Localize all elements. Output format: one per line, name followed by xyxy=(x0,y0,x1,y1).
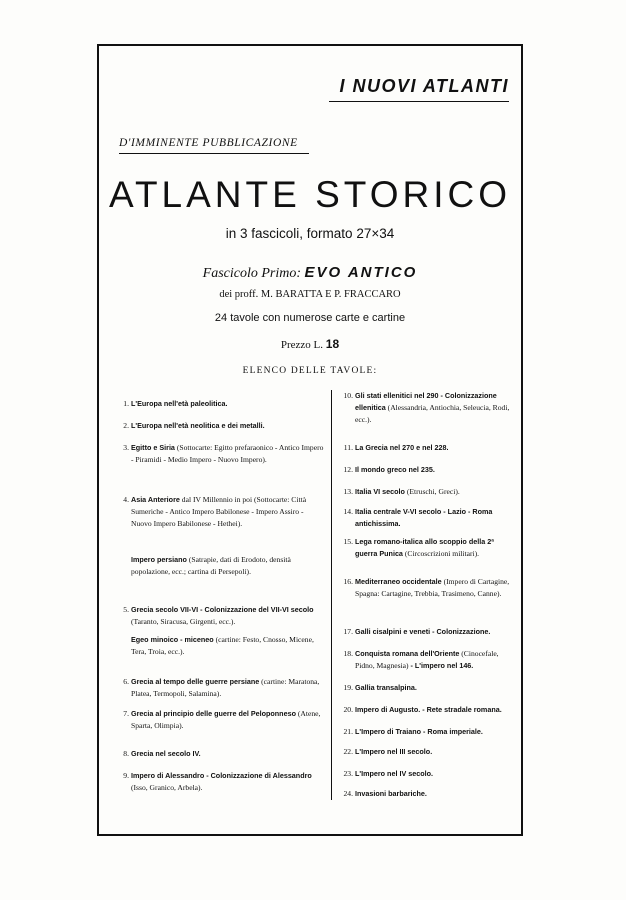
item-detail: (Taranto, Siracusa, Girgenti, ecc.). xyxy=(131,617,236,627)
item-subject: Lega romano-italica allo scoppio della 2ª guerra Punica xyxy=(355,537,494,559)
table-list-item xyxy=(117,676,325,700)
item-text xyxy=(355,746,513,758)
item-text xyxy=(355,626,513,638)
item-number: 6. xyxy=(123,677,129,686)
item-text xyxy=(355,506,513,530)
item-text xyxy=(131,420,325,432)
table-list-item xyxy=(341,726,513,738)
item-number: 11. xyxy=(343,443,353,452)
item-subject: Impero persiano xyxy=(131,555,187,564)
item-subject: L'Impero nel III secolo. xyxy=(355,747,433,756)
item-extra: - L'impero nel 146. xyxy=(410,661,474,671)
item-text xyxy=(355,726,513,738)
item-subject: Grecia secolo VII-VI - Colonizzazione del VII-VI secolo xyxy=(131,605,314,614)
fascicle-lead: Fascicolo Primo: xyxy=(202,266,302,281)
item-text xyxy=(355,648,513,672)
item-number: 3. xyxy=(123,443,129,452)
item-detail: (Cinocefale, Pidno, Magnesia) xyxy=(355,649,499,671)
item-text xyxy=(131,708,325,732)
table-list-item xyxy=(117,604,325,628)
authors-line: dei proff. M. BARATTA E P. FRACCARO xyxy=(219,289,401,300)
table-list-item xyxy=(341,390,513,427)
item-number: 22. xyxy=(343,747,353,756)
item-number: 1. xyxy=(123,399,129,408)
table-list-item xyxy=(117,634,325,658)
item-text xyxy=(355,788,513,800)
table-list-item xyxy=(117,420,325,432)
column-divider xyxy=(331,390,332,800)
item-text xyxy=(355,442,513,454)
item-text xyxy=(131,634,325,658)
item-number: 16. xyxy=(343,577,353,586)
table-list-item xyxy=(341,442,513,454)
atlas-subtitle: in 3 fascicoli, formato 27×34 xyxy=(225,226,395,241)
table-list-item xyxy=(341,536,513,560)
table-list-item xyxy=(117,770,325,794)
item-subject: Impero di Alessandro - Colonizzazione di Alessandro xyxy=(131,771,312,780)
item-number: 24. xyxy=(343,789,353,798)
item-detail: (cartine: Maratona, Platea, Termopoli, Salamina). xyxy=(131,677,320,699)
item-number: 4. xyxy=(123,495,129,504)
table-list-item xyxy=(341,682,513,694)
list-heading: ELENCO DELLE TAVOLE: xyxy=(242,366,378,376)
table-list-item xyxy=(117,442,325,466)
item-number: 7. xyxy=(123,709,129,718)
item-number: 18. xyxy=(343,649,353,658)
item-text xyxy=(355,682,513,694)
item-number: 9. xyxy=(123,771,129,780)
table-list-item xyxy=(117,708,325,732)
price-line xyxy=(99,337,521,351)
item-text xyxy=(131,748,325,760)
table-list-item xyxy=(341,506,513,530)
table-list-item xyxy=(341,704,513,716)
item-number: 5. xyxy=(123,605,129,614)
item-subject: Grecia al principio delle guerre del Peloponneso xyxy=(131,709,296,718)
item-subject: L'Europa nell'età paleolitica. xyxy=(131,399,228,408)
item-detail: (Sottocarte: Egitto prefaraonico - Antico Impero - Piramidi - Medio Impero - Nuovo Impero). xyxy=(131,443,324,465)
item-detail: (Alessandria, Antiochia, Seleucia, Rodi, ecc.). xyxy=(355,403,510,425)
item-subject: L'Europa nell'età neolitica e dei metalli. xyxy=(131,421,265,430)
item-subject: Impero di Augusto. - Rete stradale romana. xyxy=(355,705,502,714)
item-subject: Mediterraneo occidentale xyxy=(355,577,442,586)
table-list-item xyxy=(341,768,513,780)
item-subject: Grecia al tempo delle guerre persiane xyxy=(131,677,260,686)
tables-count-line: 24 tavole con numerose carte e cartine xyxy=(214,312,406,324)
item-number: 8. xyxy=(123,749,129,758)
item-subject: Il mondo greco nel 235. xyxy=(355,465,435,474)
table-list-item xyxy=(117,748,325,760)
item-detail: (Impero di Cartagine, Spagna: Cartagine, Trebbia, Trasimeno, Canne). xyxy=(355,577,510,599)
table-list-item xyxy=(117,398,325,410)
table-list-item xyxy=(341,486,513,498)
item-number: 19. xyxy=(343,683,353,692)
item-number: 20. xyxy=(343,705,353,714)
announcement-underline xyxy=(119,153,309,154)
item-text xyxy=(131,554,325,578)
item-text xyxy=(355,768,513,780)
item-subject: Invasioni barbariche. xyxy=(355,789,427,798)
item-text xyxy=(355,486,513,498)
item-subject: Italia VI secolo xyxy=(355,487,405,496)
item-text xyxy=(131,676,325,700)
table-list-item xyxy=(117,494,325,531)
table-list-item xyxy=(117,554,325,578)
item-subject: L'Impero di Traiano - Roma imperiale. xyxy=(355,727,483,736)
item-detail: (Etruschi, Greci). xyxy=(406,487,460,496)
item-text xyxy=(355,390,513,427)
price-value: 18 xyxy=(325,337,340,351)
item-text xyxy=(131,770,325,794)
item-subject: Asia Anteriore xyxy=(131,495,180,504)
item-subject: L'Impero nel IV secolo. xyxy=(355,769,433,778)
item-subject: Galli cisalpini e veneti - Colonizzazione. xyxy=(355,627,491,636)
fascicle-line xyxy=(99,264,521,282)
item-number: 2. xyxy=(123,421,129,430)
item-detail: (Isso, Granico, Arbela). xyxy=(131,783,203,793)
item-detail: (Circoscrizioni militari). xyxy=(404,549,480,559)
table-list-item xyxy=(341,648,513,672)
item-text xyxy=(131,442,325,466)
item-text xyxy=(131,494,325,531)
page-frame xyxy=(97,44,523,836)
item-text xyxy=(355,536,513,560)
table-list-item xyxy=(341,576,513,600)
item-detail: (cartine: Festo, Cnosso, Micene, Tera, Troia, ecc.). xyxy=(131,635,314,657)
item-subject: Egeo minoico - miceneo xyxy=(131,635,214,644)
item-number: 10. xyxy=(343,391,353,400)
item-text xyxy=(355,464,513,476)
announcement-label: D'IMMINENTE PUBBLICAZIONE xyxy=(119,137,298,149)
item-number: 14. xyxy=(343,507,353,516)
price-label: Prezzo L. xyxy=(280,339,324,351)
item-subject: Egitto e Siria xyxy=(131,443,175,452)
item-subject: Italia centrale V-VI secolo - Lazio - Roma antichissima. xyxy=(355,507,493,529)
table-list-item xyxy=(341,788,513,800)
item-subject: La Grecia nel 270 e nel 228. xyxy=(355,443,449,452)
atlas-title: ATLANTE STORICO xyxy=(109,174,511,215)
item-detail: (Atene, Sparta, Olimpia). xyxy=(131,709,321,731)
item-subject: Conquista romana dell'Oriente xyxy=(355,649,460,658)
fascicle-name: EVO ANTICO xyxy=(304,264,418,281)
item-text xyxy=(131,398,325,410)
item-subject: Gli stati ellenitici nel 290 - Colonizzazione ellenitica xyxy=(355,391,497,413)
item-number: 13. xyxy=(343,487,353,496)
item-subject: Gallia transalpina. xyxy=(355,683,417,692)
table-list-item xyxy=(341,464,513,476)
item-number: 21. xyxy=(343,727,353,736)
table-list-item xyxy=(341,626,513,638)
series-title: I NUOVI ATLANTI xyxy=(339,76,509,96)
item-number: 15. xyxy=(343,537,353,546)
table-list-item xyxy=(341,746,513,758)
item-text xyxy=(355,576,513,600)
item-number: 17. xyxy=(343,627,353,636)
item-subject: Grecia nel secolo IV. xyxy=(131,749,201,758)
item-text xyxy=(355,704,513,716)
item-text xyxy=(131,604,325,628)
item-detail: (Satrapie, dati di Erodoto, densità popolazione, ecc.; cartina di Persepoli). xyxy=(131,555,291,577)
item-number: 23. xyxy=(343,769,353,778)
item-number: 12. xyxy=(343,465,353,474)
series-underline xyxy=(329,101,509,102)
item-detail: dal IV Millennio in poi (Sottocarte: Città Sumeriche - Antico Impero Babilonese - Impero Assiro - Nuovo Impero Babilonese - Hethei). xyxy=(131,495,307,529)
